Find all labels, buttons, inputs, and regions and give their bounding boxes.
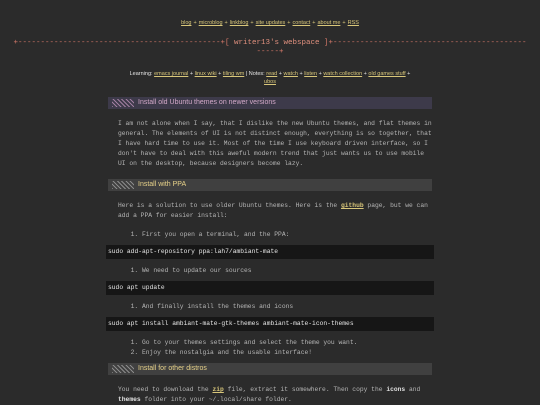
- notes-link-watch[interactable]: watch: [283, 71, 298, 77]
- section-title: Install with PPA: [138, 181, 187, 188]
- article: [108, 97, 432, 405]
- steps-list: [132, 267, 432, 275]
- learning-link-linux-wiki[interactable]: linux wiki: [194, 71, 217, 77]
- nav-separator: +: [193, 20, 197, 26]
- site-banner: [0, 39, 540, 57]
- notes-link-watch-collection[interactable]: watch collection: [323, 71, 363, 77]
- nav-separator: +: [287, 20, 291, 26]
- intro-paragraph: I am not alone when I say, that I dislike the new Ubuntu themes, and flat themes in general. The elements of UI is not distinct enough, everything is so together, that I have hard time to use it. Most of the time I use keyboard driven interface, so I don't have to deal with this aweful modern trend that just wants us to use mobile UI on the desktop, because designers become lazy.: [118, 120, 432, 167]
- list-item: 1. Go to your themes settings and select the theme you want.: [142, 339, 432, 347]
- banner-second-line: -----+: [256, 48, 284, 56]
- section-title: Install for other distros: [138, 365, 207, 372]
- learning-label: Learning:: [129, 71, 153, 77]
- list-item: 2. Enjoy the nostalgia and the usable interface!: [142, 349, 432, 357]
- banner-left-rule: +---------------------------------------------+[: [13, 39, 230, 47]
- section-heading-ppa: [108, 179, 432, 191]
- notes-link-read[interactable]: read: [266, 71, 278, 77]
- list-item: 1. And finally install the themes and icons: [142, 303, 432, 311]
- ppa-paragraph: [118, 201, 432, 221]
- nav-separator: +: [224, 20, 228, 26]
- nav-separator: +: [278, 71, 282, 77]
- text: file, extract it somewhere. Then copy the: [223, 386, 387, 393]
- notes-link-old-games-stuff[interactable]: old games stuff: [368, 71, 406, 77]
- nav-link-rss[interactable]: RSS: [347, 20, 359, 26]
- nav-separator: +: [342, 20, 346, 26]
- nav-link-microblog[interactable]: microblog: [198, 20, 223, 26]
- bold-text: themes: [118, 396, 141, 403]
- nav-link-about-me[interactable]: about me: [317, 20, 341, 26]
- nav-separator: +: [318, 71, 322, 77]
- nav-separator: +: [407, 71, 411, 77]
- learning-link-tiling-wm[interactable]: tiling wm: [222, 71, 245, 77]
- nav-separator: +: [312, 20, 316, 26]
- list-item: 1. We need to update our sources: [142, 267, 432, 275]
- nav-separator: +: [250, 20, 254, 26]
- article-title: Install old Ubuntu themes on newer versions: [138, 99, 276, 106]
- code-block[interactable]: sudo apt install ambiant-mate-gtk-themes ambiant-mate-icon-themes: [106, 317, 434, 331]
- code-block[interactable]: sudo add-apt-repository ppa:lah7/ambiant-mate: [106, 245, 434, 259]
- text: folder into your ~/.local/share folder.: [140, 396, 292, 403]
- nav-separator: +: [299, 71, 303, 77]
- text: You need to download the: [118, 386, 213, 393]
- github-link[interactable]: github: [340, 202, 364, 209]
- hatch-decoration: [112, 181, 134, 189]
- other-distros-paragraph: [118, 385, 432, 405]
- hatch-decoration: [112, 365, 134, 373]
- bold-text: icons: [386, 386, 406, 393]
- notes-label: | Notes:: [245, 71, 265, 77]
- steps-list: [132, 303, 432, 311]
- nav-separator: +: [218, 71, 222, 77]
- text: and: [405, 386, 421, 393]
- nav-link-site-updates[interactable]: site updates: [255, 20, 286, 26]
- banner-right-rule: ]+-------------------------------------------: [324, 39, 527, 47]
- learning-notes-nav: [0, 70, 540, 86]
- nav-link-blog[interactable]: blog: [181, 20, 192, 26]
- nav-link-contact[interactable]: contact: [292, 20, 311, 26]
- nav-separator: +: [363, 71, 367, 77]
- article-title-bar: [108, 97, 432, 109]
- notes-link-listen[interactable]: listen: [304, 71, 318, 77]
- learning-link-emacs-journal[interactable]: emacs journal: [154, 71, 189, 77]
- steps-list: [132, 231, 432, 239]
- list-item: 1. First you open a terminal, and the PPA:: [142, 231, 432, 239]
- steps-list: [132, 339, 432, 357]
- nav-link-linkblog[interactable]: linkblog: [229, 20, 249, 26]
- code-block[interactable]: sudo apt update: [106, 281, 434, 295]
- text: Here is a solution to use older Ubuntu themes. Here is the: [118, 202, 341, 209]
- hatch-decoration: [112, 99, 134, 107]
- top-navigation: [0, 0, 540, 26]
- notes-link-ubos[interactable]: ubos: [264, 79, 276, 85]
- nav-separator: +: [189, 71, 194, 77]
- zip-link[interactable]: zip: [212, 386, 224, 393]
- section-heading-other-distros: [108, 363, 432, 375]
- site-title[interactable]: writer13's webspace: [229, 39, 324, 47]
- text: page, but we can add a PPA for easier install:: [118, 202, 428, 219]
